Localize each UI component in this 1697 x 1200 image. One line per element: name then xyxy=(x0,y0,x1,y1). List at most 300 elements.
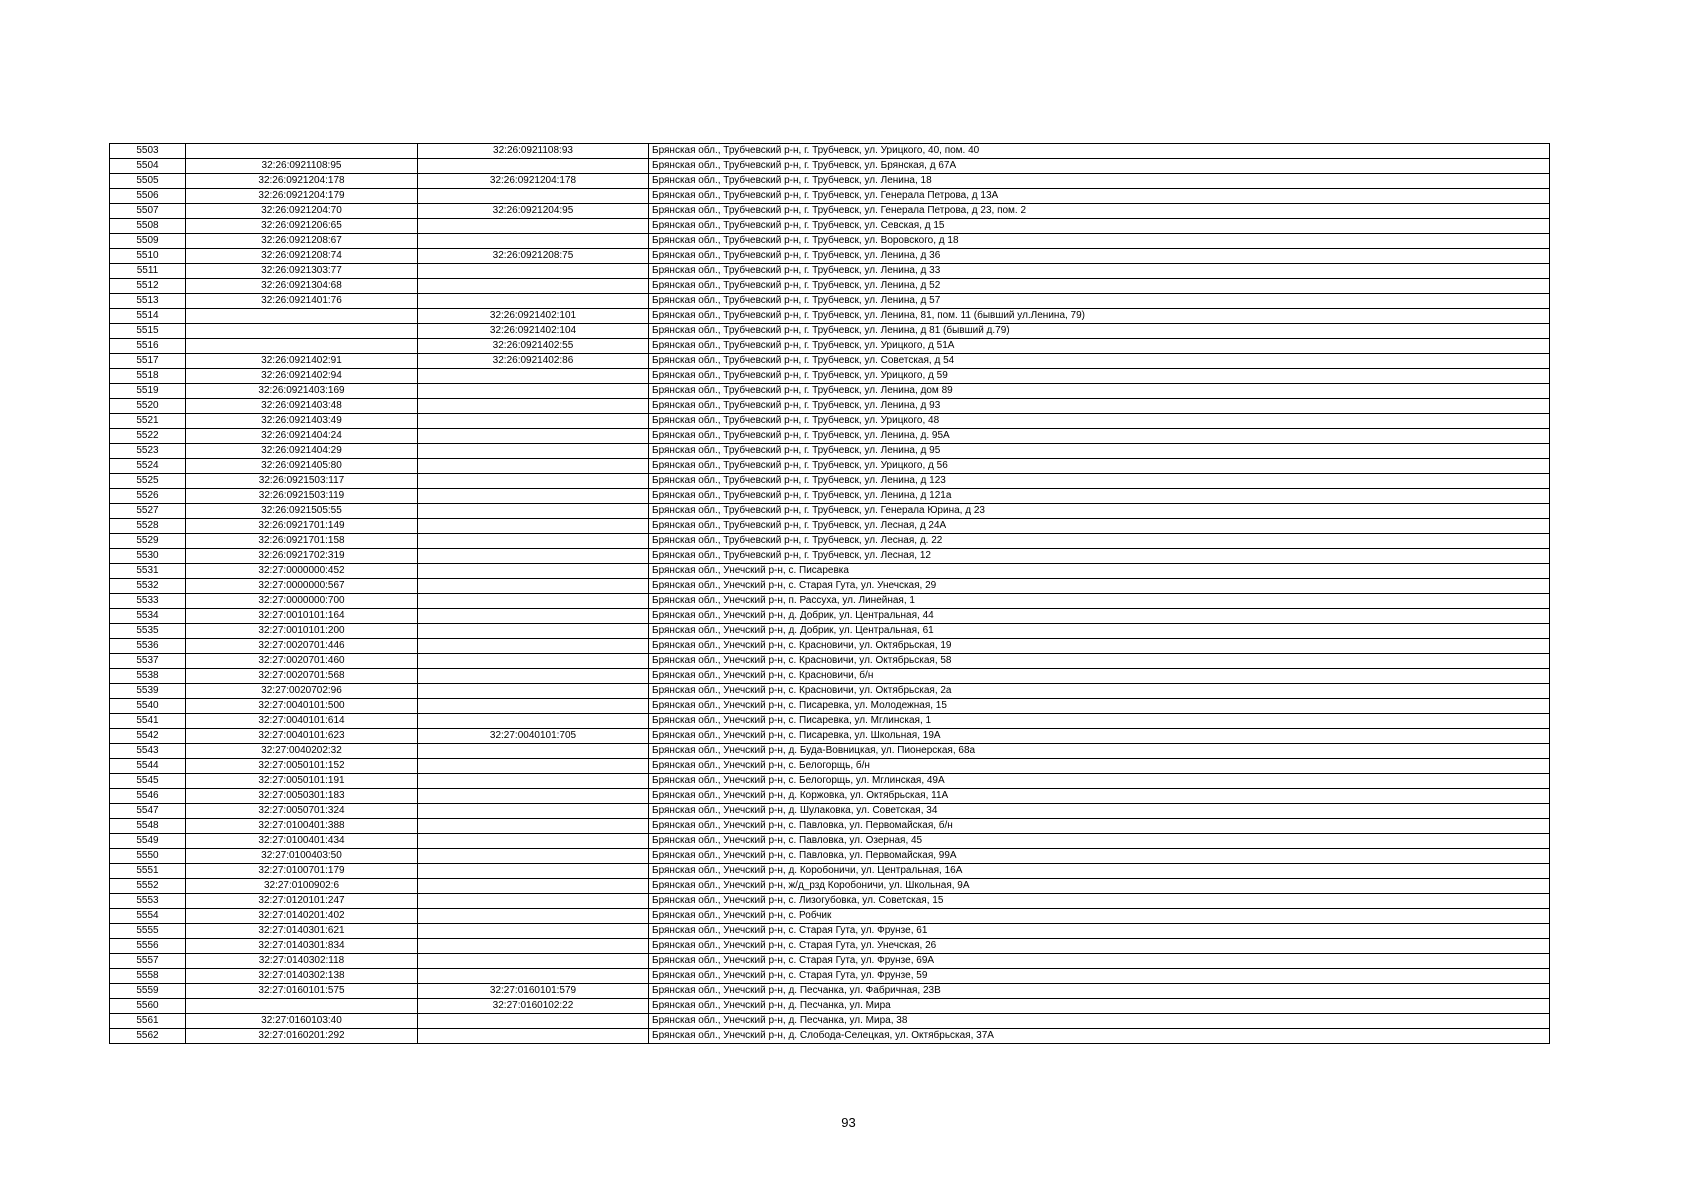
address-cell: Брянская обл., Трубчевский р-н, г. Трубчевск, ул. Ленина, д 81 (бывший д.79) xyxy=(649,324,1550,339)
address-cell: Брянская обл., Унечский р-н, д. Песчанка, ул. Фабричная, 23В xyxy=(649,984,1550,999)
address-cell: Брянская обл., Унечский р-н, с. Писаревка, ул. Школьная, 19А xyxy=(649,729,1550,744)
cadastral-number-cell: 32:26:0921206:65 xyxy=(186,219,418,234)
row-number-cell: 5530 xyxy=(110,549,186,564)
table-row xyxy=(110,564,1550,579)
related-cadastral-number-cell xyxy=(418,549,649,564)
row-number-cell: 5555 xyxy=(110,924,186,939)
cadastral-number-cell: 32:26:0921402:91 xyxy=(186,354,418,369)
cadastral-number-cell: 32:26:0921404:29 xyxy=(186,444,418,459)
address-cell: Брянская обл., Трубчевский р-н, г. Трубчевск, ул. Советская, д 54 xyxy=(649,354,1550,369)
cadastral-number-cell: 32:27:0020701:446 xyxy=(186,639,418,654)
row-number-cell: 5518 xyxy=(110,369,186,384)
table-row xyxy=(110,339,1550,354)
table-row xyxy=(110,789,1550,804)
address-cell: Брянская обл., Унечский р-н, с. Старая Гута, ул. Унечская, 26 xyxy=(649,939,1550,954)
row-number-cell: 5522 xyxy=(110,429,186,444)
page-number: 93 xyxy=(841,1115,856,1130)
cadastral-number-cell: 32:26:0921701:149 xyxy=(186,519,418,534)
table-row xyxy=(110,939,1550,954)
related-cadastral-number-cell xyxy=(418,414,649,429)
table-row xyxy=(110,474,1550,489)
related-cadastral-number-cell xyxy=(418,399,649,414)
table-row xyxy=(110,894,1550,909)
cadastral-number-cell: 32:26:0921402:94 xyxy=(186,369,418,384)
table-row xyxy=(110,159,1550,174)
table-row xyxy=(110,999,1550,1014)
row-number-cell: 5551 xyxy=(110,864,186,879)
cadastral-number-cell xyxy=(186,144,418,159)
address-cell: Брянская обл., Трубчевский р-н, г. Трубчевск, ул. Урицкого, д 59 xyxy=(649,369,1550,384)
address-cell: Брянская обл., Унечский р-н, с. Писаревка xyxy=(649,564,1550,579)
related-cadastral-number-cell xyxy=(418,669,649,684)
address-cell: Брянская обл., Трубчевский р-н, г. Трубчевск, ул. Урицкого, 48 xyxy=(649,414,1550,429)
related-cadastral-number-cell xyxy=(418,609,649,624)
table-row xyxy=(110,699,1550,714)
address-cell: Брянская обл., Унечский р-н, с. Старая Гута, ул. Фрунзе, 61 xyxy=(649,924,1550,939)
row-number-cell: 5510 xyxy=(110,249,186,264)
address-cell: Брянская обл., Трубчевский р-н, г. Трубчевск, ул. Урицкого, д 56 xyxy=(649,459,1550,474)
row-number-cell: 5542 xyxy=(110,729,186,744)
related-cadastral-number-cell xyxy=(418,564,649,579)
table-row xyxy=(110,714,1550,729)
row-number-cell: 5546 xyxy=(110,789,186,804)
related-cadastral-number-cell xyxy=(418,459,649,474)
address-cell: Брянская обл., Унечский р-н, с. Красновичи, б/н xyxy=(649,669,1550,684)
address-cell: Брянская обл., Трубчевский р-н, г. Трубчевск, ул. Ленина, д 52 xyxy=(649,279,1550,294)
table-row xyxy=(110,1029,1550,1044)
row-number-cell: 5559 xyxy=(110,984,186,999)
cadastral-number-cell: 32:27:0010101:164 xyxy=(186,609,418,624)
address-cell: Брянская обл., Унечский р-н, с. Красновичи, ул. Октябрьская, 19 xyxy=(649,639,1550,654)
cadastral-table xyxy=(109,143,1550,1044)
row-number-cell: 5558 xyxy=(110,969,186,984)
table-row xyxy=(110,144,1550,159)
related-cadastral-number-cell xyxy=(418,369,649,384)
row-number-cell: 5552 xyxy=(110,879,186,894)
table-row xyxy=(110,879,1550,894)
row-number-cell: 5531 xyxy=(110,564,186,579)
address-cell: Брянская обл., Трубчевский р-н, г. Трубчевск, ул. Генерала Петрова, д 23, пом. 2 xyxy=(649,204,1550,219)
row-number-cell: 5508 xyxy=(110,219,186,234)
cadastral-number-cell: 32:27:0160201:292 xyxy=(186,1029,418,1044)
table-row xyxy=(110,504,1550,519)
related-cadastral-number-cell xyxy=(418,234,649,249)
related-cadastral-number-cell xyxy=(418,924,649,939)
row-number-cell: 5520 xyxy=(110,399,186,414)
address-cell: Брянская обл., Унечский р-н, с. Писаревка, ул. Молодежная, 15 xyxy=(649,699,1550,714)
cadastral-number-cell: 32:26:0921405:80 xyxy=(186,459,418,474)
table-row xyxy=(110,729,1550,744)
row-number-cell: 5535 xyxy=(110,624,186,639)
related-cadastral-number-cell: 32:26:0921402:55 xyxy=(418,339,649,354)
cadastral-number-cell: 32:26:0921204:70 xyxy=(186,204,418,219)
table-row xyxy=(110,849,1550,864)
row-number-cell: 5538 xyxy=(110,669,186,684)
cadastral-number-cell: 32:26:0921403:49 xyxy=(186,414,418,429)
cadastral-number-cell: 32:27:0050701:324 xyxy=(186,804,418,819)
related-cadastral-number-cell xyxy=(418,429,649,444)
cadastral-number-cell: 32:27:0040101:623 xyxy=(186,729,418,744)
row-number-cell: 5544 xyxy=(110,759,186,774)
related-cadastral-number-cell: 32:26:0921204:178 xyxy=(418,174,649,189)
table-row xyxy=(110,684,1550,699)
row-number-cell: 5533 xyxy=(110,594,186,609)
related-cadastral-number-cell xyxy=(418,504,649,519)
row-number-cell: 5504 xyxy=(110,159,186,174)
address-cell: Брянская обл., Унечский р-н, с. Павловка, ул. Первомайская, б/н xyxy=(649,819,1550,834)
row-number-cell: 5561 xyxy=(110,1014,186,1029)
cadastral-number-cell: 32:26:0921204:179 xyxy=(186,189,418,204)
table-row xyxy=(110,594,1550,609)
address-cell: Брянская обл., Трубчевский р-н, г. Трубчевск, ул. Лесная, д 24А xyxy=(649,519,1550,534)
cadastral-number-cell: 32:27:0050101:152 xyxy=(186,759,418,774)
related-cadastral-number-cell xyxy=(418,909,649,924)
row-number-cell: 5560 xyxy=(110,999,186,1014)
cadastral-number-cell: 32:27:0140301:834 xyxy=(186,939,418,954)
table-row xyxy=(110,864,1550,879)
table-row xyxy=(110,309,1550,324)
row-number-cell: 5553 xyxy=(110,894,186,909)
address-cell: Брянская обл., Унечский р-н, д. Коробоничи, ул. Центральная, 16А xyxy=(649,864,1550,879)
related-cadastral-number-cell xyxy=(418,804,649,819)
cadastral-number-cell: 32:27:0050301:183 xyxy=(186,789,418,804)
address-cell: Брянская обл., Трубчевский р-н, г. Трубчевск, ул. Ленина, д 33 xyxy=(649,264,1550,279)
related-cadastral-number-cell: 32:27:0160101:579 xyxy=(418,984,649,999)
address-cell: Брянская обл., Трубчевский р-н, г. Трубчевск, ул. Ленина, д 93 xyxy=(649,399,1550,414)
related-cadastral-number-cell: 32:26:0921402:101 xyxy=(418,309,649,324)
cadastral-number-cell: 32:27:0100401:388 xyxy=(186,819,418,834)
related-cadastral-number-cell xyxy=(418,654,649,669)
table-row xyxy=(110,444,1550,459)
table-row xyxy=(110,189,1550,204)
table-row xyxy=(110,219,1550,234)
related-cadastral-number-cell xyxy=(418,819,649,834)
address-cell: Брянская обл., Трубчевский р-н, г. Трубчевск, ул. Ленина, д 121а xyxy=(649,489,1550,504)
address-cell: Брянская обл., Унечский р-н, с. Павловка, ул. Первомайская, 99А xyxy=(649,849,1550,864)
row-number-cell: 5527 xyxy=(110,504,186,519)
related-cadastral-number-cell xyxy=(418,444,649,459)
row-number-cell: 5523 xyxy=(110,444,186,459)
table-row xyxy=(110,639,1550,654)
row-number-cell: 5524 xyxy=(110,459,186,474)
row-number-cell: 5549 xyxy=(110,834,186,849)
table-row xyxy=(110,624,1550,639)
row-number-cell: 5550 xyxy=(110,849,186,864)
related-cadastral-number-cell xyxy=(418,624,649,639)
row-number-cell: 5521 xyxy=(110,414,186,429)
address-cell: Брянская обл., Трубчевский р-н, г. Трубчевск, ул. Лесная, 12 xyxy=(649,549,1550,564)
row-number-cell: 5506 xyxy=(110,189,186,204)
cadastral-number-cell: 32:27:0020701:568 xyxy=(186,669,418,684)
related-cadastral-number-cell xyxy=(418,519,649,534)
table-row xyxy=(110,279,1550,294)
table-row xyxy=(110,819,1550,834)
table-row xyxy=(110,759,1550,774)
address-cell: Брянская обл., Трубчевский р-н, г. Трубчевск, ул. Ленина, д 123 xyxy=(649,474,1550,489)
related-cadastral-number-cell xyxy=(418,714,649,729)
row-number-cell: 5556 xyxy=(110,939,186,954)
cadastral-number-cell: 32:26:0921404:24 xyxy=(186,429,418,444)
row-number-cell: 5507 xyxy=(110,204,186,219)
address-cell: Брянская обл., Унечский р-н, с. Белогорщь, ул. Мглинская, 49А xyxy=(649,774,1550,789)
table-row xyxy=(110,804,1550,819)
cadastral-number-cell: 32:26:0921701:158 xyxy=(186,534,418,549)
address-cell: Брянская обл., Трубчевский р-н, г. Трубчевск, ул. Урицкого, 40, пом. 40 xyxy=(649,144,1550,159)
row-number-cell: 5503 xyxy=(110,144,186,159)
related-cadastral-number-cell xyxy=(418,969,649,984)
table-row xyxy=(110,834,1550,849)
row-number-cell: 5541 xyxy=(110,714,186,729)
table-row xyxy=(110,489,1550,504)
table-row xyxy=(110,744,1550,759)
row-number-cell: 5515 xyxy=(110,324,186,339)
cadastral-number-cell: 32:27:0160103:40 xyxy=(186,1014,418,1029)
row-number-cell: 5548 xyxy=(110,819,186,834)
cadastral-number-cell: 32:27:0100403:50 xyxy=(186,849,418,864)
row-number-cell: 5562 xyxy=(110,1029,186,1044)
table-row xyxy=(110,294,1550,309)
address-cell: Брянская обл., Трубчевский р-н, г. Трубчевск, ул. Воровского, д 18 xyxy=(649,234,1550,249)
cadastral-number-cell: 32:26:0921505:55 xyxy=(186,504,418,519)
related-cadastral-number-cell xyxy=(418,939,649,954)
related-cadastral-number-cell xyxy=(418,744,649,759)
address-cell: Брянская обл., Унечский р-н, с. Робчик xyxy=(649,909,1550,924)
table-row xyxy=(110,774,1550,789)
address-cell: Брянская обл., Унечский р-н, с. Красновичи, ул. Октябрьская, 58 xyxy=(649,654,1550,669)
address-cell: Брянская обл., Трубчевский р-н, г. Трубчевск, ул. Ленина, дом 89 xyxy=(649,384,1550,399)
address-cell: Брянская обл., Трубчевский р-н, г. Трубчевск, ул. Севская, д 15 xyxy=(649,219,1550,234)
address-cell: Брянская обл., Унечский р-н, с. Старая Гута, ул. Унечская, 29 xyxy=(649,579,1550,594)
table-row xyxy=(110,519,1550,534)
related-cadastral-number-cell xyxy=(418,879,649,894)
cadastral-number-cell: 32:27:0100902:6 xyxy=(186,879,418,894)
table-row xyxy=(110,954,1550,969)
table-row xyxy=(110,924,1550,939)
related-cadastral-number-cell xyxy=(418,294,649,309)
address-cell: Брянская обл., Унечский р-н, с. Красновичи, ул. Октябрьская, 2а xyxy=(649,684,1550,699)
address-cell: Брянская обл., Унечский р-н, д. Песчанка, ул. Мира xyxy=(649,999,1550,1014)
row-number-cell: 5526 xyxy=(110,489,186,504)
row-number-cell: 5554 xyxy=(110,909,186,924)
cadastral-number-cell: 32:26:0921503:119 xyxy=(186,489,418,504)
address-cell: Брянская обл., Унечский р-н, д. Коржовка, ул. Октябрьская, 11А xyxy=(649,789,1550,804)
cadastral-number-cell: 32:27:0020702:96 xyxy=(186,684,418,699)
cadastral-number-cell xyxy=(186,324,418,339)
table-row xyxy=(110,354,1550,369)
table-row xyxy=(110,204,1550,219)
row-number-cell: 5511 xyxy=(110,264,186,279)
row-number-cell: 5529 xyxy=(110,534,186,549)
related-cadastral-number-cell: 32:27:0040101:705 xyxy=(418,729,649,744)
address-cell: Брянская обл., Унечский р-н, д. Песчанка, ул. Мира, 38 xyxy=(649,1014,1550,1029)
related-cadastral-number-cell: 32:26:0921108:93 xyxy=(418,144,649,159)
related-cadastral-number-cell xyxy=(418,219,649,234)
related-cadastral-number-cell xyxy=(418,1029,649,1044)
table-row xyxy=(110,174,1550,189)
table-row xyxy=(110,384,1550,399)
address-cell: Брянская обл., Унечский р-н, с. Старая Гута, ул. Фрунзе, 59 xyxy=(649,969,1550,984)
cadastral-number-cell: 32:26:0921304:68 xyxy=(186,279,418,294)
row-number-cell: 5547 xyxy=(110,804,186,819)
address-cell: Брянская обл., Трубчевский р-н, г. Трубчевск, ул. Ленина, д 57 xyxy=(649,294,1550,309)
address-cell: Брянская обл., Трубчевский р-н, г. Трубчевск, ул. Ленина, 81, пом. 11 (бывший ул.Ленина, 79) xyxy=(649,309,1550,324)
row-number-cell: 5525 xyxy=(110,474,186,489)
cadastral-number-cell: 32:27:0140301:621 xyxy=(186,924,418,939)
address-cell: Брянская обл., Трубчевский р-н, г. Трубчевск, ул. Лесная, д. 22 xyxy=(649,534,1550,549)
address-cell: Брянская обл., Унечский р-н, п. Рассуха, ул. Линейная, 1 xyxy=(649,594,1550,609)
table-row xyxy=(110,369,1550,384)
table-row xyxy=(110,669,1550,684)
related-cadastral-number-cell xyxy=(418,534,649,549)
related-cadastral-number-cell: 32:26:0921208:75 xyxy=(418,249,649,264)
address-cell: Брянская обл., Трубчевский р-н, г. Трубчевск, ул. Ленина, 18 xyxy=(649,174,1550,189)
table-row xyxy=(110,549,1550,564)
row-number-cell: 5509 xyxy=(110,234,186,249)
table-row xyxy=(110,249,1550,264)
row-number-cell: 5519 xyxy=(110,384,186,399)
address-cell: Брянская обл., Унечский р-н, с. Писаревка, ул. Мглинская, 1 xyxy=(649,714,1550,729)
row-number-cell: 5505 xyxy=(110,174,186,189)
table-row xyxy=(110,654,1550,669)
row-number-cell: 5539 xyxy=(110,684,186,699)
row-number-cell: 5540 xyxy=(110,699,186,714)
table-row xyxy=(110,579,1550,594)
cadastral-number-cell: 32:27:0000000:567 xyxy=(186,579,418,594)
address-cell: Брянская обл., Унечский р-н, с. Белогорщь, б/н xyxy=(649,759,1550,774)
cadastral-number-cell xyxy=(186,999,418,1014)
cadastral-number-cell: 32:27:0160101:575 xyxy=(186,984,418,999)
cadastral-number-cell: 32:26:0921303:77 xyxy=(186,264,418,279)
related-cadastral-number-cell xyxy=(418,594,649,609)
address-cell: Брянская обл., Унечский р-н, д. Шулаковка, ул. Советская, 34 xyxy=(649,804,1550,819)
related-cadastral-number-cell xyxy=(418,954,649,969)
row-number-cell: 5528 xyxy=(110,519,186,534)
table-row xyxy=(110,264,1550,279)
table-body xyxy=(110,144,1550,1044)
related-cadastral-number-cell: 32:26:0921204:95 xyxy=(418,204,649,219)
table-row xyxy=(110,414,1550,429)
related-cadastral-number-cell xyxy=(418,279,649,294)
address-cell: Брянская обл., Унечский р-н, ж/д_рзд Коробоничи, ул. Школьная, 9А xyxy=(649,879,1550,894)
row-number-cell: 5534 xyxy=(110,609,186,624)
related-cadastral-number-cell xyxy=(418,849,649,864)
cadastral-number-cell: 32:26:0921503:117 xyxy=(186,474,418,489)
row-number-cell: 5532 xyxy=(110,579,186,594)
cadastral-number-cell: 32:27:0050101:191 xyxy=(186,774,418,789)
row-number-cell: 5513 xyxy=(110,294,186,309)
table-row xyxy=(110,429,1550,444)
related-cadastral-number-cell xyxy=(418,159,649,174)
row-number-cell: 5537 xyxy=(110,654,186,669)
related-cadastral-number-cell xyxy=(418,894,649,909)
row-number-cell: 5536 xyxy=(110,639,186,654)
table-row xyxy=(110,1014,1550,1029)
related-cadastral-number-cell xyxy=(418,864,649,879)
cadastral-number-cell: 32:27:0010101:200 xyxy=(186,624,418,639)
row-number-cell: 5517 xyxy=(110,354,186,369)
row-number-cell: 5545 xyxy=(110,774,186,789)
related-cadastral-number-cell xyxy=(418,384,649,399)
related-cadastral-number-cell: 32:26:0921402:86 xyxy=(418,354,649,369)
cadastral-number-cell: 32:26:0921401:76 xyxy=(186,294,418,309)
address-cell: Брянская обл., Трубчевский р-н, г. Трубчевск, ул. Генерала Юрина, д 23 xyxy=(649,504,1550,519)
row-number-cell: 5512 xyxy=(110,279,186,294)
row-number-cell: 5514 xyxy=(110,309,186,324)
cadastral-number-cell: 32:27:0000000:452 xyxy=(186,564,418,579)
table-row xyxy=(110,969,1550,984)
address-cell: Брянская обл., Трубчевский р-н, г. Трубчевск, ул. Ленина, д 36 xyxy=(649,249,1550,264)
table-row xyxy=(110,984,1550,999)
cadastral-number-cell: 32:27:0020701:460 xyxy=(186,654,418,669)
related-cadastral-number-cell xyxy=(418,189,649,204)
address-cell: Брянская обл., Трубчевский р-н, г. Трубчевск, ул. Брянская, д 67А xyxy=(649,159,1550,174)
table-row xyxy=(110,324,1550,339)
related-cadastral-number-cell: 32:26:0921402:104 xyxy=(418,324,649,339)
related-cadastral-number-cell xyxy=(418,489,649,504)
table-row xyxy=(110,459,1550,474)
row-number-cell: 5516 xyxy=(110,339,186,354)
cadastral-number-cell: 32:27:0100401:434 xyxy=(186,834,418,849)
cadastral-number-cell: 32:27:0000000:700 xyxy=(186,594,418,609)
table-row xyxy=(110,609,1550,624)
address-cell: Брянская обл., Трубчевский р-н, г. Трубчевск, ул. Ленина, д. 95А xyxy=(649,429,1550,444)
related-cadastral-number-cell xyxy=(418,684,649,699)
related-cadastral-number-cell xyxy=(418,774,649,789)
cadastral-number-cell xyxy=(186,339,418,354)
address-cell: Брянская обл., Унечский р-н, д. Добрик, ул. Центральная, 44 xyxy=(649,609,1550,624)
related-cadastral-number-cell xyxy=(418,834,649,849)
address-cell: Брянская обл., Унечский р-н, д. Добрик, ул. Центральная, 61 xyxy=(649,624,1550,639)
row-number-cell: 5543 xyxy=(110,744,186,759)
table-row xyxy=(110,534,1550,549)
address-cell: Брянская обл., Унечский р-н, с. Старая Гута, ул. Фрунзе, 69А xyxy=(649,954,1550,969)
related-cadastral-number-cell xyxy=(418,639,649,654)
address-cell: Брянская обл., Унечский р-н, с. Лизогубовка, ул. Советская, 15 xyxy=(649,894,1550,909)
related-cadastral-number-cell xyxy=(418,474,649,489)
cadastral-number-cell: 32:27:0120101:247 xyxy=(186,894,418,909)
address-cell: Брянская обл., Трубчевский р-н, г. Трубчевск, ул. Генерала Петрова, д 13А xyxy=(649,189,1550,204)
table-row xyxy=(110,909,1550,924)
address-cell: Брянская обл., Унечский р-н, д. Буда-Вовницкая, ул. Пионерская, 68а xyxy=(649,744,1550,759)
related-cadastral-number-cell xyxy=(418,759,649,774)
address-cell: Брянская обл., Унечский р-н, д. Слобода-Селецкая, ул. Октябрьская, 37А xyxy=(649,1029,1550,1044)
related-cadastral-number-cell xyxy=(418,789,649,804)
cadastral-number-cell: 32:26:0921108:95 xyxy=(186,159,418,174)
related-cadastral-number-cell: 32:27:0160102:22 xyxy=(418,999,649,1014)
cadastral-number-cell: 32:26:0921208:67 xyxy=(186,234,418,249)
cadastral-number-cell: 32:27:0140302:138 xyxy=(186,969,418,984)
cadastral-number-cell: 32:27:0140201:402 xyxy=(186,909,418,924)
related-cadastral-number-cell xyxy=(418,579,649,594)
address-cell: Брянская обл., Трубчевский р-н, г. Трубчевск, ул. Урицкого, д 51А xyxy=(649,339,1550,354)
related-cadastral-number-cell xyxy=(418,699,649,714)
related-cadastral-number-cell xyxy=(418,1014,649,1029)
cadastral-number-cell: 32:27:0140302:118 xyxy=(186,954,418,969)
cadastral-number-cell: 32:26:0921204:178 xyxy=(186,174,418,189)
cadastral-number-cell: 32:27:0040202:32 xyxy=(186,744,418,759)
address-cell: Брянская обл., Унечский р-н, с. Павловка, ул. Озерная, 45 xyxy=(649,834,1550,849)
cadastral-number-cell: 32:27:0040101:614 xyxy=(186,714,418,729)
cadastral-number-cell: 32:26:0921702:319 xyxy=(186,549,418,564)
cadastral-number-cell: 32:27:0100701:179 xyxy=(186,864,418,879)
cadastral-number-cell: 32:26:0921403:169 xyxy=(186,384,418,399)
cadastral-number-cell: 32:26:0921403:48 xyxy=(186,399,418,414)
table-row xyxy=(110,234,1550,249)
cadastral-number-cell xyxy=(186,309,418,324)
cadastral-number-cell: 32:27:0040101:500 xyxy=(186,699,418,714)
cadastral-number-cell: 32:26:0921208:74 xyxy=(186,249,418,264)
address-cell: Брянская обл., Трубчевский р-н, г. Трубчевск, ул. Ленина, д 95 xyxy=(649,444,1550,459)
